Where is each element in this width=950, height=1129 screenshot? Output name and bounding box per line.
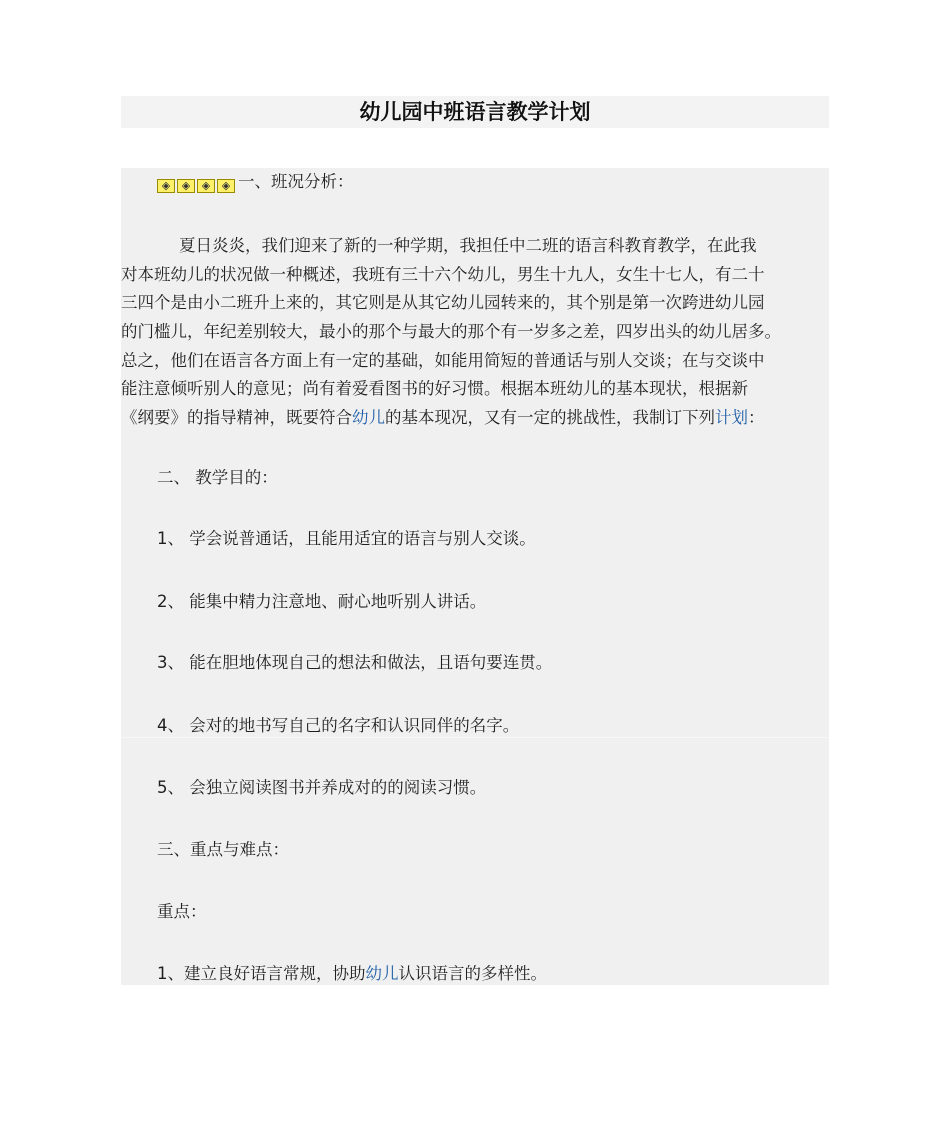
section1-heading-row [157, 172, 354, 194]
goal-item-2: 2、 能集中精力注意地、耐心地听别人讲话。 [157, 592, 487, 611]
intro-paragraph [121, 232, 843, 433]
para-line: 《纲要》的指导精神，既要符合幼儿的基本现况，又有一定的挑战性，我制订下列计划： [121, 408, 765, 428]
section1-heading: 一、班况分析： [238, 172, 354, 191]
para-line: 夏日炎炎，我们迎来了新的一种学期，我担任中二班的语言科教育教学，在此我 [179, 236, 757, 255]
para-line: 三四个是由小二班升上来的，其它则是从其它幼儿园转来的，其个别是第一次跨进幼儿园 [121, 293, 765, 313]
goal-item-5: 5、 会独立阅读图书并养成对的的阅读习惯。 [157, 778, 487, 797]
document-title: 幼儿园中班语言教学计划 [359, 100, 591, 124]
para-line: 能注意倾听别人的意见；尚有着爱看图书的好习惯。根据本班幼儿的基本现状，根据新 [121, 379, 748, 399]
key-points-heading: 重点： [157, 902, 207, 921]
goal-item-3: 3、 能在胆地体现自己的想法和做法，且语句要连贯。 [157, 653, 553, 672]
link-youer[interactable]: 幼儿 [352, 408, 385, 428]
section3-heading: 三、重点与难点： [157, 840, 289, 859]
link-jihua[interactable]: 计划 [715, 408, 748, 428]
para-line: 总之，他们在语言各方面上有一定的基础，如能用简短的普通话与别人交谈；在与交谈中 [121, 350, 765, 370]
title-bar [121, 96, 829, 128]
content-divider [121, 737, 829, 738]
goal-item-4: 4、 会对的地书写自己的名字和认识同伴的名字。 [157, 716, 520, 735]
section2-heading: 二、 教学目的： [157, 468, 278, 487]
goal-item-1: 1、 学会说普通话，且能用适宜的语言与别人交谈。 [157, 529, 536, 548]
diamond-pattern-icon: ◈ ◈ ◈ ◈ [157, 174, 237, 194]
document-content [121, 168, 829, 985]
para-line: 对本班幼儿的状况做一种概述，我班有三十六个幼儿，男生十九人，女生十七人，有二十 [121, 264, 765, 284]
key-point-item-1: 1、建立良好语言常规，协助幼儿认识语言的多样性。 [157, 964, 547, 983]
para-line: 的门槛儿，年纪差别较大，最小的那个与最大的那个有一岁多之差，四岁出头的幼儿居多。 [121, 322, 781, 342]
link-youer-2[interactable]: 幼儿 [365, 964, 399, 983]
